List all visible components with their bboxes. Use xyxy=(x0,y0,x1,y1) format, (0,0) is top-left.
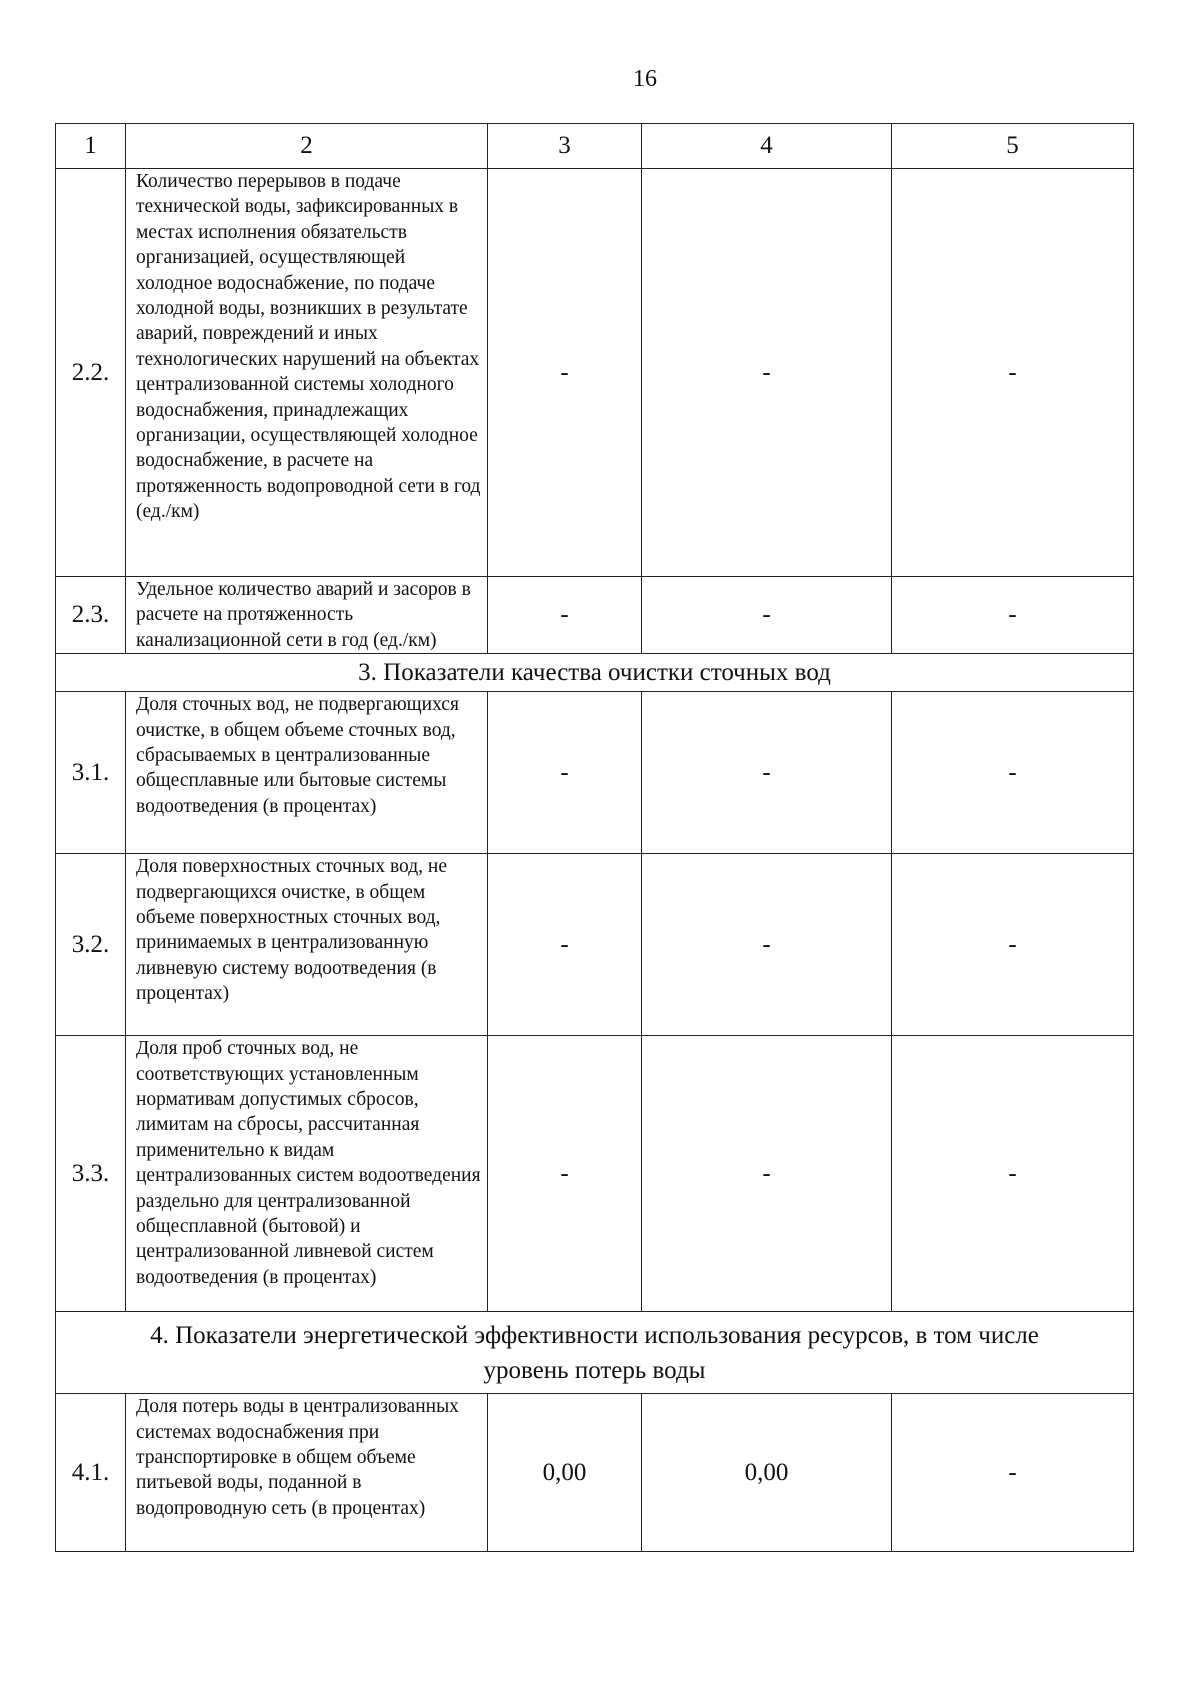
indicators-table xyxy=(55,123,1134,1552)
row-number: 3.1. xyxy=(56,692,126,854)
row-number: 2.2. xyxy=(56,169,126,577)
value-col-5: - xyxy=(892,1394,1134,1552)
value-col-3: - xyxy=(488,169,642,577)
value-col-5: - xyxy=(892,577,1134,654)
header-col-5: 5 xyxy=(892,124,1134,169)
row-description: Доля поверхностных сточных вод, не подвергающихся очистке, в общем объеме поверхностных сточных вод, принимаемых в централизованную ливневую систему водоотведения (в процентах) xyxy=(126,854,488,1036)
table-row xyxy=(56,692,1134,854)
row-description: Доля проб сточных вод, не соответствующих установленным нормативам допустимых сбросов, лимитам на сбросы, рассчитанная применительно к видам централизованных систем водоотведения раздельно для централизованной общесплавной (бытовой) и централизованной ливневой систем водоотведения (в процентах) xyxy=(126,1036,488,1312)
section-heading-row xyxy=(56,654,1134,692)
table-row xyxy=(56,854,1134,1036)
value-col-3: - xyxy=(488,854,642,1036)
value-col-3: 0,00 xyxy=(488,1394,642,1552)
value-col-4: - xyxy=(642,854,892,1036)
row-description: Удельное количество аварий и засоров в расчете на протяженность канализационной сети в год (ед./км) xyxy=(126,577,488,654)
table-row xyxy=(56,169,1134,577)
row-number: 3.3. xyxy=(56,1036,126,1312)
row-description: Количество перерывов в подаче технической воды, зафиксированных в местах исполнения обязательств организацией, осуществляющей холодное водоснабжение, по подаче холодной воды, возникших в результате аварий, повреждений и иных технологических нарушений на объектах централизованной системы холодного водоснабжения, принадлежащих организации, осуществляющей холодное водоснабжение, в расчете на протяженность водопроводной сети в год (ед./км) xyxy=(126,169,488,577)
value-col-5: - xyxy=(892,1036,1134,1312)
value-col-5: - xyxy=(892,169,1134,577)
value-col-3: - xyxy=(488,577,642,654)
value-col-5: - xyxy=(892,692,1134,854)
value-col-4: 0,00 xyxy=(642,1394,892,1552)
header-col-4: 4 xyxy=(642,124,892,169)
header-col-2: 2 xyxy=(126,124,488,169)
header-col-1: 1 xyxy=(56,124,126,169)
value-col-3: - xyxy=(488,1036,642,1312)
table-row xyxy=(56,577,1134,654)
row-description: Доля потерь воды в централизованных системах водоснабжения при транспортировке в общем объеме питьевой воды, поданной в водопроводную сеть (в процентах) xyxy=(126,1394,488,1552)
table-row xyxy=(56,1394,1134,1552)
section-heading-row xyxy=(56,1312,1134,1394)
row-number: 2.3. xyxy=(56,577,126,654)
value-col-5: - xyxy=(892,854,1134,1036)
section-4-title: 4. Показатели энергетической эффективности использования ресурсов, в том числе уровень потерь воды xyxy=(56,1312,1134,1394)
row-number: 3.2. xyxy=(56,854,126,1036)
value-col-4: - xyxy=(642,1036,892,1312)
value-col-4: - xyxy=(642,169,892,577)
table-header-row xyxy=(56,124,1134,169)
table-row xyxy=(56,1036,1134,1312)
value-col-4: - xyxy=(642,692,892,854)
page-number: 16 xyxy=(633,66,657,92)
value-col-4: - xyxy=(642,577,892,654)
header-col-3: 3 xyxy=(488,124,642,169)
value-col-3: - xyxy=(488,692,642,854)
row-description: Доля сточных вод, не подвергающихся очистке, в общем объеме сточных вод, сбрасываемых в централизованные общесплавные или бытовые системы водоотведения (в процентах) xyxy=(126,692,488,854)
section-3-title: 3. Показатели качества очистки сточных вод xyxy=(56,654,1134,692)
row-number: 4.1. xyxy=(56,1394,126,1552)
